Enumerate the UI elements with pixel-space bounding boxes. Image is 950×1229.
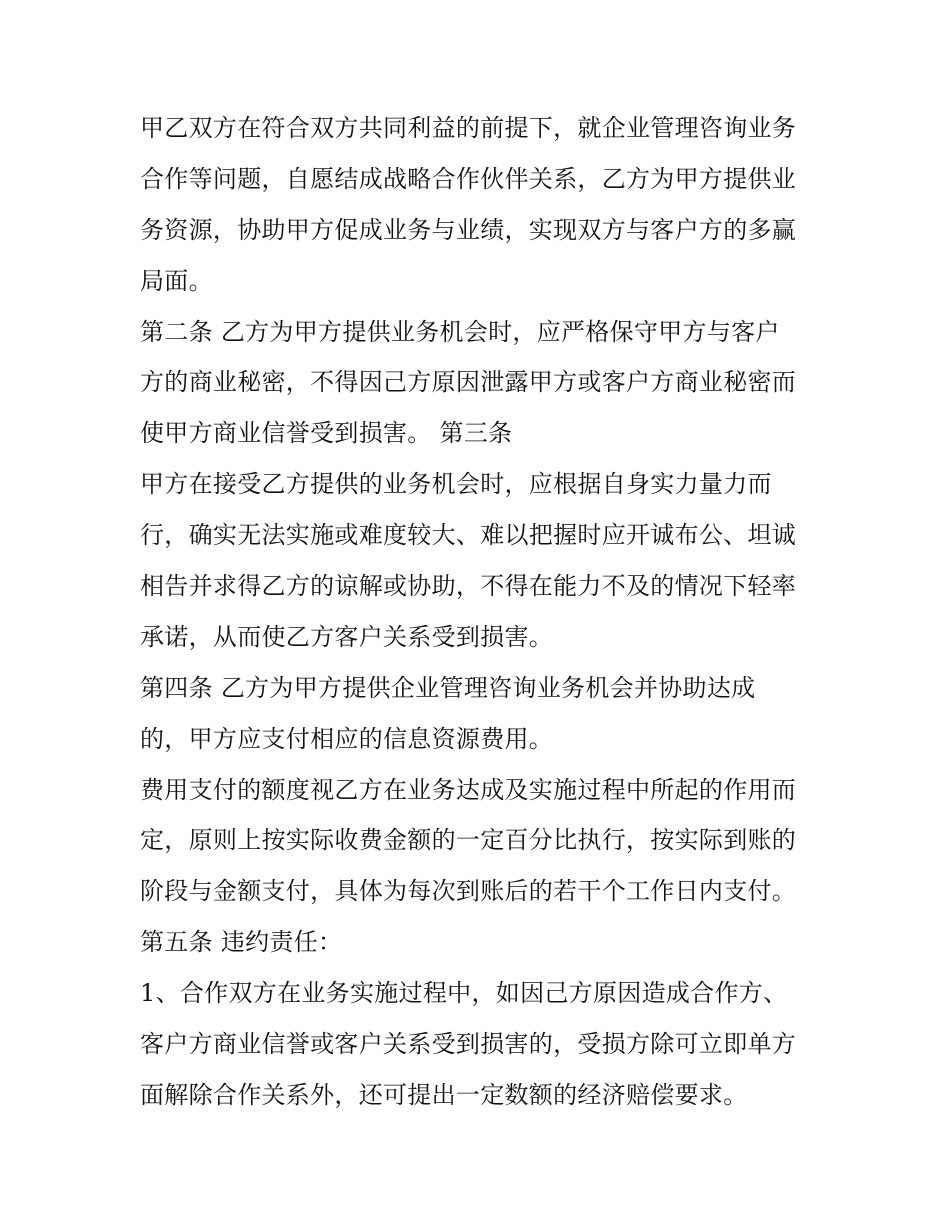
text-line: 定，原则上按实际收费金额的一定百分比执行，按实际到账的 — [140, 826, 797, 855]
text-line: 使甲方商业信誉受到损害。 第三条 — [140, 419, 513, 448]
text-line: 第四条 乙方为甲方提供企业管理咨询业务机会并协助达成 — [140, 673, 756, 702]
text-line: 承诺，从而使乙方客户关系受到损害。 — [140, 622, 554, 651]
text-line: 甲乙双方在符合双方共同利益的前提下，就企业管理咨询业务 — [140, 114, 797, 142]
text-line: 务资源，协助甲方促成业务与业绩，实现双方与客户方的多赢 — [140, 215, 797, 244]
text-line: 方的商业秘密，不得因己方原因泄露甲方或客户方商业秘密而 — [140, 368, 797, 397]
text-line: 客户方商业信誉或客户关系受到损害的，受损方除可立即单方 — [140, 1030, 797, 1059]
text-line: 甲方在接受乙方提供的业务机会时，应根据自身实力量力而 — [140, 470, 772, 499]
text-line: 相告并求得乙方的谅解或协助，不得在能力不及的情况下轻率 — [140, 572, 797, 601]
text-line: 1、合作双方在业务实施过程中，如因己方原因造成合作方、 — [140, 979, 788, 1008]
text-line: 第二条 乙方为甲方提供业务机会时，应严格保守甲方与客户 — [140, 317, 780, 346]
text-line: 第五条 违约责任： — [140, 928, 343, 957]
text-line: 费用支付的额度视乙方在业务达成及实施过程中所起的作用而 — [140, 775, 797, 804]
text-line: 的，甲方应支付相应的信息资源费用。 — [140, 724, 554, 753]
text-line: 合作等问题，自愿结成战略合作伙伴关系，乙方为甲方提供业 — [140, 164, 797, 193]
text-line: 行，确实无法实施或难度较大、难以把握时应开诚布公、坦诚 — [140, 521, 797, 550]
text-line: 阶段与金额支付，具体为每次到账后的若干个工作日内支付。 — [140, 877, 797, 906]
text-line: 面解除合作关系外，还可提出一定数额的经济赔偿要求。 — [140, 1080, 748, 1109]
text-line: 局面。 — [140, 266, 213, 295]
document-body — [140, 103, 820, 1121]
